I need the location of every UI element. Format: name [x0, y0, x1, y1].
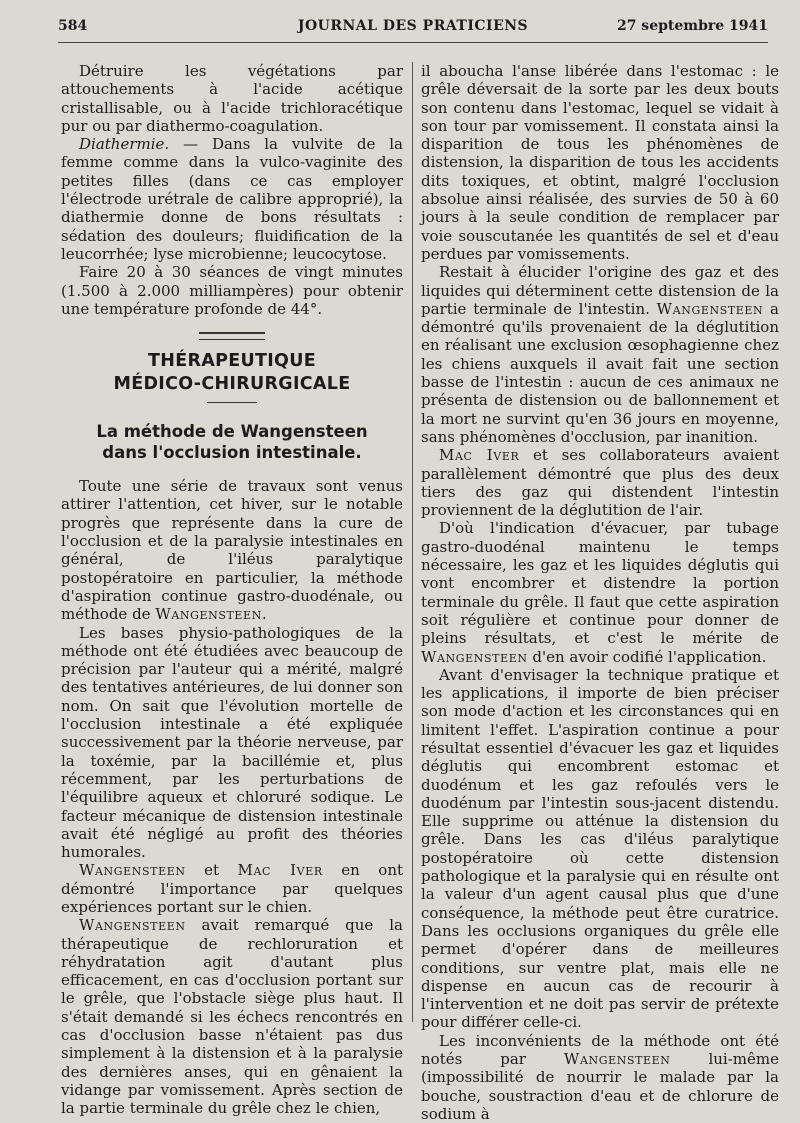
author-name: Wangensteen [79, 916, 186, 935]
column-divider [412, 62, 413, 1022]
paragraph: Mac Iver et ses collaborateurs avaient parallèlement démontré que plus des deux tiers des gaz qui distendent l'intestin proviennent de la déglutition de l'air. [421, 446, 780, 520]
paragraph: il aboucha l'anse libérée dans l'estomac : le grêle déversait de la sorte par les deux bouts son contenu dans l'estomac, lequel se vidait à son tour par vomissement. Il constata ainsi la disparition de tous les phénomènes de distension, la disparition de tous les accidents dits toxiques, et obtint, malgré l'occlusion absolue ainsi réalisée, des survies de 50 à 60 jours à la seule condition de remplacer par voie souscutanée les quantités de sel et d'eau perdues par vomissements. [421, 62, 779, 263]
paragraph: Restait à élucider l'origine des gaz et des liquides qui déterminent cette distension de la partie terminale de l'intestin. Wangensteen a démontré qu'ils provenaient de la déglutition en réalisant une exclusion œsophagienne chez les chiens auxquels il avait fait une section basse de l'intestin : aucun de ces animaux ne présenta de distension ou de ballonnement et la mort ne survint qu'en 36 jours en moyenne, sans phénomènes d'occlusion, par inanition. [421, 263, 779, 446]
author-name: Wangensteen [155, 605, 262, 624]
author-name: Wangensteen [563, 1050, 671, 1069]
header-rule [58, 42, 768, 43]
author-name: Mac Iver [237, 861, 323, 880]
running-header [58, 18, 768, 42]
journal-title: JOURNAL DES PRATICIENS [297, 18, 529, 34]
left-column [61, 62, 403, 1118]
paragraph: Wangensteen avait remarqué que la thérapeutique de rechloruration et réhydratation agit d'autant plus efficacement, en cas d'occlusion portant sur le grêle, que l'obstacle siège plus haut. Il s'était demandé si les échecs rencontrés en cas d'occlusion basse n'étaient pas dus simplement à la distension et à la paralysie des dernières anses, qui en gênaient la vidange par vomissement. Après section de la partie terminale du grêle chez le chien, [61, 916, 403, 1118]
author-name: Wangensteen [421, 647, 528, 666]
paragraph: Détruire les végétations par attouchements à l'acide acétique cristallisable, ou à l'acide trichloracétique pur ou par diathermo-coagulation. [61, 62, 403, 135]
paragraph-lead: Diathermie. [79, 135, 170, 154]
page-number: 584 [58, 18, 88, 34]
author-name: Mac Iver [439, 446, 520, 465]
section-title: THÉRAPEUTIQUE MÉDICO-CHIRURGICALE [113, 351, 351, 395]
paragraph: Wangensteen et Mac Iver en ont démontré l'importance par quelques expériences portant sur le chien. [61, 861, 404, 916]
article-title: La méthode de Wangensteen dans l'occlusion intestinale. [96, 422, 368, 463]
paragraph: Les inconvénients de la méthode ont été notés par Wangensteen lui-même (impossibilité de nourrir le malade par la bouche, soustraction d'eau et de chlorure de sodium à [421, 1031, 779, 1123]
paragraph: Toute une série de travaux sont venus attirer l'attention, cet hiver, sur le notable progrès que représente dans la cure de l'occlusion et de la paralysie intestinales en général, de l'iléus paralytique postopératoire en particulier, la méthode d'aspiration continue gastro-duodénale, ou méthode de Wangensteen. [61, 477, 403, 624]
paragraph: Diathermie. — Dans la vulvite de la femme comme dans la vulco-vaginite des petites filles (dans ce cas employer l'électrode urétrale de calibre approprié), la diathermie donne de bons résultats : sédation des douleurs; fluidification de la leucorrhée; lyse microbienne; leucocytose. [61, 135, 403, 263]
paragraph: Avant d'envisager la technique pratique et les applications, il importe de bien préciser son mode d'action et les circonstances qui en limitent l'effet. L'aspiration continue a pour résultat essentiel d'évacuer les gaz et liquides déglutis qui encombrent estomac et duodénum et les gaz refoulés vers le duodénum par l'intestin sous-jacent distendu. Elle supprime ou atténue la distension du grêle. Dans les cas d'iléus paralytique postopératoire où cette distension pathologique et la paralysie qui en résulte ont la valeur d'un agent causal plus que d'une conséquence, la méthode peut être curatrice. Dans les occlusions organiques du grêle elle permet d'opérer dans de meilleures conditions, sur ventre plat, mais elle ne dispense en aucun cas de recourir à l'intervention et ne doit pas servir de prétexte pour différer celle-ci. [421, 665, 779, 1032]
paragraph: Les bases physio-pathologiques de la méthode ont été étudiées avec beaucoup de précision par l'auteur qui a mérité, malgré des tentatives antérieures, de lui donner son nom. On sait que l'évolution mortelle de l'occlusion intestinale a été expliquée successivement par la théorie nerveuse, par la toxémie, par la bacillémie et, plus récemment, par les perturbations de l'équilibre aqueux et chloruré sodique. Le facteur mécanique de distension intestinale avait été négligé au profit des théories humorales. [61, 623, 403, 862]
issue-date: 27 septembre 1941 [616, 18, 768, 34]
paragraph: Faire 20 à 30 séances de vingt minutes (1.500 à 2.000 milliampères) pour obtenir une température profonde de 44°. [61, 263, 403, 318]
author-name: Wangensteen [79, 861, 186, 880]
paragraph: D'où l'indication d'évacuer, par tubage gastro-duodénal maintenu le temps nécessaire, les gaz et les liquides déglutis qui vont encombrer et distendre la portion terminale du grêle. Il faut que cette aspiration soit régulière et continue pour donner de pleins résultats, et c'est le mérite de Wangensteen d'en avoir codifié l'application. [421, 519, 779, 666]
section-ornament [207, 402, 257, 403]
right-column [421, 62, 779, 1123]
author-name: Wangensteen [656, 299, 764, 318]
section-rule [199, 332, 265, 340]
